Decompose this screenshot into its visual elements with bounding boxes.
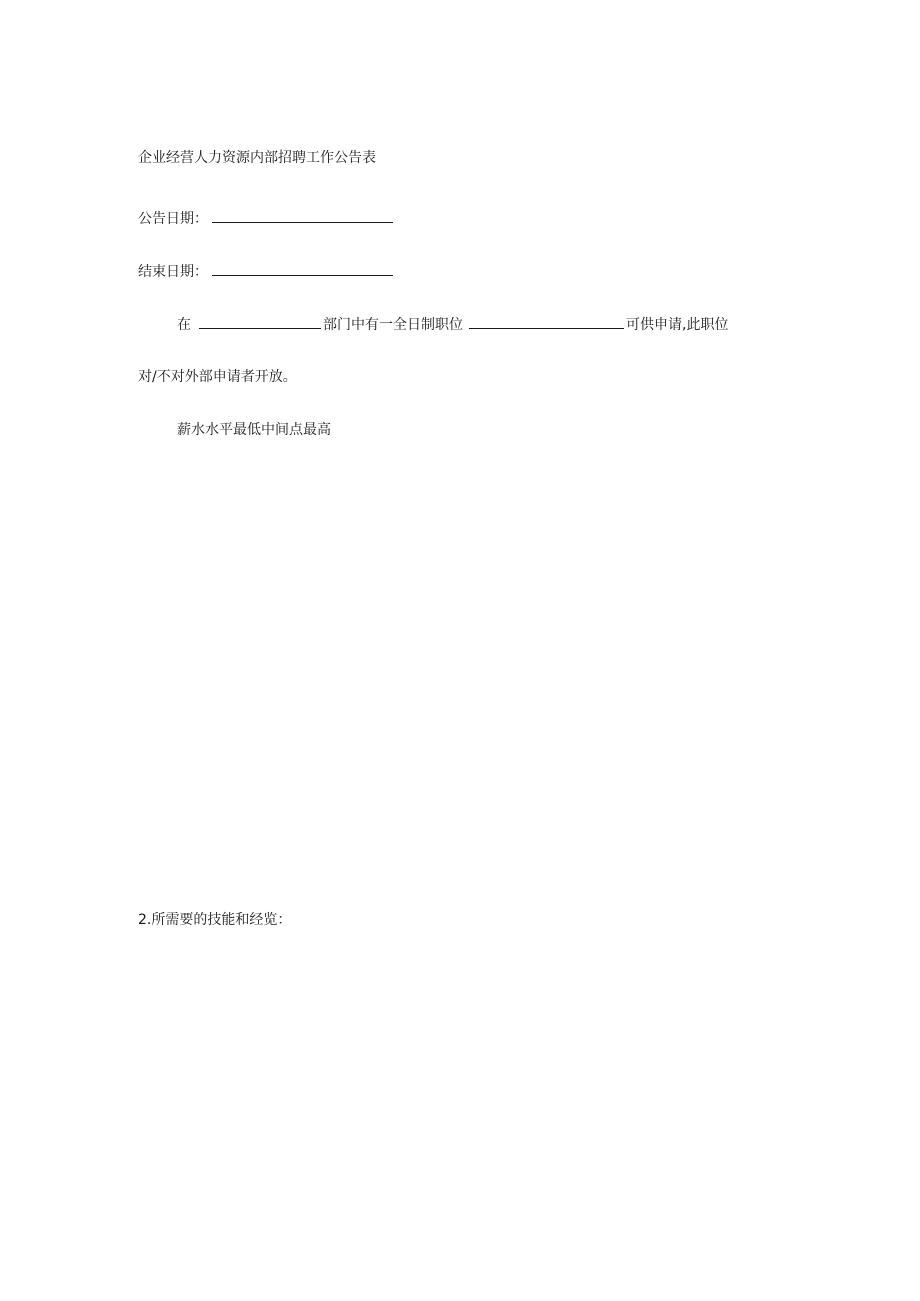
department-blank[interactable] xyxy=(199,314,321,329)
salary-line: 薪水水平最低中间点最高 xyxy=(177,422,331,438)
announce-date-blank[interactable] xyxy=(212,208,393,223)
sentence-middle: 部门中有一全日制职位 xyxy=(323,317,463,333)
skills-heading: 2.所需要的技能和经览： xyxy=(138,912,292,928)
announce-date-row xyxy=(138,208,393,229)
position-sentence xyxy=(177,314,728,335)
sentence-continued: 对/不对外部申请者开放。 xyxy=(138,369,297,385)
sentence-prefix: 在 xyxy=(177,317,191,333)
position-blank[interactable] xyxy=(469,314,624,329)
sentence-suffix: 可供申请,此职位 xyxy=(626,317,729,333)
announce-date-label: 公告日期： xyxy=(138,211,208,227)
end-date-row xyxy=(138,261,393,282)
document-title: 企业经营人力资源内部招聘工作公告表 xyxy=(138,150,376,166)
end-date-blank[interactable] xyxy=(212,261,393,276)
end-date-label: 结束日期： xyxy=(138,264,208,280)
